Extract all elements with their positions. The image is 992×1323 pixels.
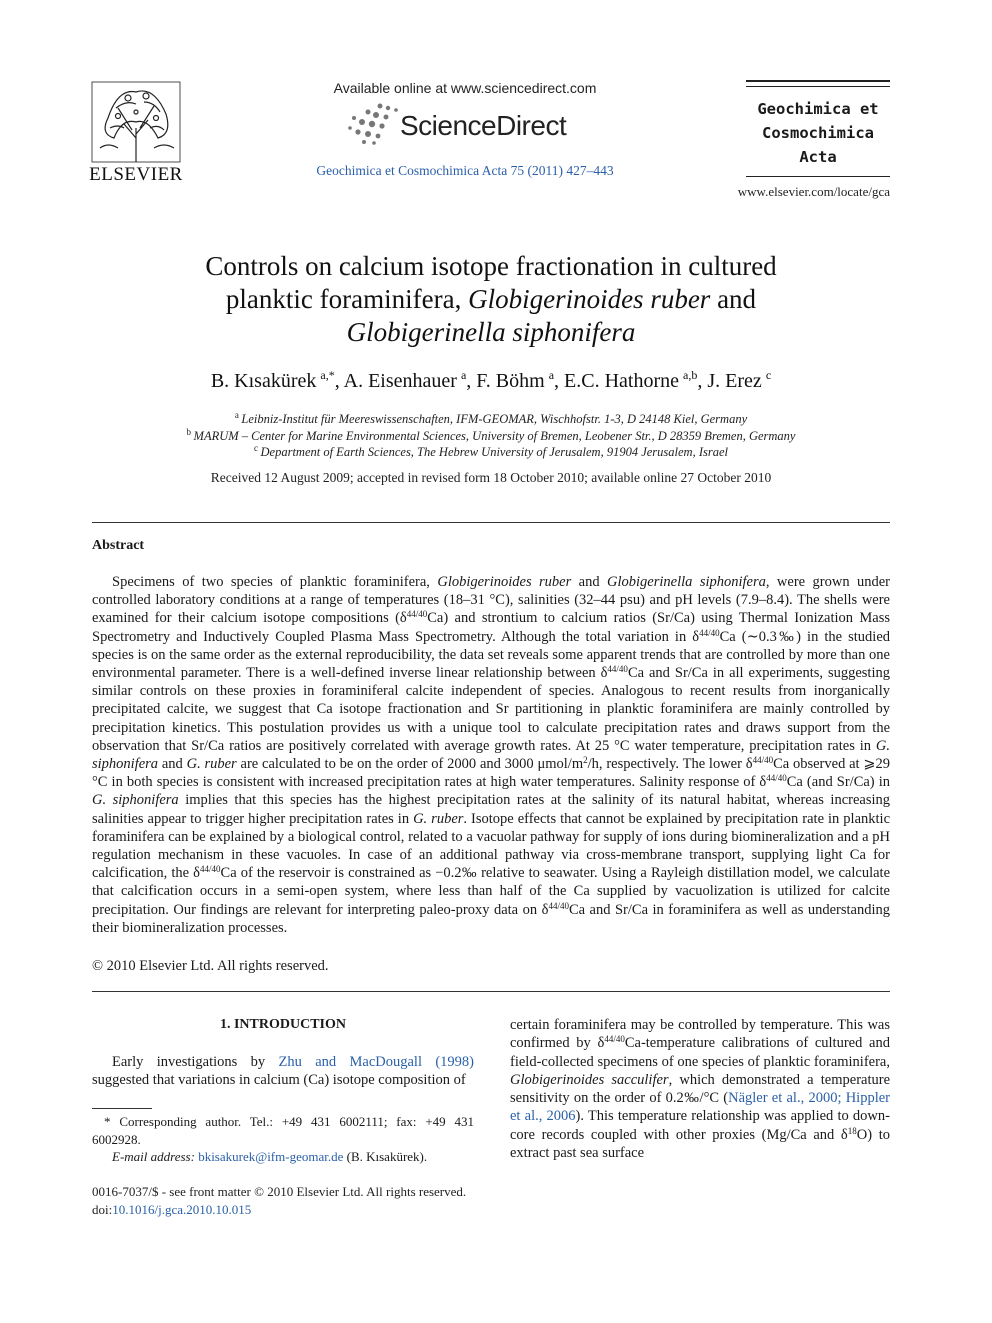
abstract-heading: Abstract (92, 538, 145, 553)
journal-title-box (746, 80, 890, 180)
journal-name (746, 97, 890, 169)
bottom-rule (746, 176, 890, 177)
citation-link[interactable]: Zhu and MacDougall (1998) (278, 1054, 474, 1070)
copyright-notice: © 2010 Elsevier Ltd. All rights reserved. (92, 958, 329, 974)
footnote (92, 1113, 474, 1166)
affiliation-text: MARUM – Center for Marine Environmental Sciences, University of Bremen, Leobener Str., D 28359 Bremen, Germany (193, 429, 796, 443)
sciencedirect-wordmark: ScienceDirect (400, 110, 567, 141)
top-rule (746, 80, 890, 82)
affiliation-marker: b (186, 427, 192, 437)
affiliation-marker: c (253, 443, 258, 453)
author-name[interactable]: E.C. Hathorne (564, 370, 680, 392)
available-online-text: Available online at www.sciencedirect.com (333, 80, 597, 96)
elsevier-tree-icon (88, 78, 184, 168)
affiliation-marker: a (234, 410, 239, 420)
author-name[interactable]: F. Böhm (476, 370, 545, 392)
affiliation-text: Leibniz-Institut für Meereswissenschaften, IFM-GEOMAR, Wischhofstr. 1-3, D 24148 Kiel, Germany (241, 412, 748, 426)
email-note (92, 1148, 474, 1166)
affiliation (92, 427, 890, 444)
journal-name-line: Acta (799, 148, 837, 166)
doi-label: doi: (92, 1201, 113, 1217)
affiliation-text: Department of Earth Sciences, The Hebrew University of Jerusalem, 91904 Jerusalem, Israel (260, 445, 728, 459)
body-paragraph: certain foraminifera may be controlled by temperature. This was confirmed by $\delta^{44/40}Ca$-temperature calibrations of cultured and field-collected specimens of one species of planktic foraminifera, Globigerinoides sacculifer, which demonstrated a temperature sensitivity on the order of 0.2‰/°C (Nägler et al., 2000; Hippler et al., 2006). This temperature relationship was applied to down-core records coupled with other proxies (Mg/Ca and $\delta^{18}O$) to extract past sea surface (510, 1017, 891, 1162)
author-name[interactable]: J. Erez (707, 370, 762, 392)
author-name[interactable]: B. Kısakürek (210, 370, 317, 392)
section-heading: 1. INTRODUCTION (219, 1017, 346, 1032)
top-rule-thin (746, 86, 890, 87)
section-divider (92, 522, 890, 523)
elsevier-logo (88, 78, 184, 186)
author-affiliation-marker[interactable]: a,b (683, 368, 698, 382)
title-species: Globigerinoides ruber (468, 284, 711, 314)
author-affiliation-marker[interactable]: a (460, 368, 467, 382)
body-paragraph: Early investigations by Zhu and MacDougall (1998) suggested that variations in calcium (Ca) isotope composition of (92, 1054, 474, 1089)
email-label: E-mail address: (112, 1149, 195, 1164)
title-text: Controls on calcium isotope fractionation in cultured (205, 251, 777, 281)
corresponding-author-note: * Corresponding author. Tel.: +49 431 6002111; fax: +49 431 6002928. (92, 1114, 474, 1147)
affiliation (92, 410, 890, 427)
sciencedirect-logo (346, 102, 586, 148)
journal-name-line: Cosmochimica (762, 124, 874, 142)
title-text: planktic foraminifera, (225, 284, 462, 314)
footnote-rule (92, 1108, 152, 1109)
received-dates: Received 12 August 2009; accepted in revised form 18 October 2010; available online 27 October 2010 (210, 470, 772, 485)
title-text: and (717, 284, 757, 314)
sciencedirect-dots-icon (346, 102, 400, 146)
doi-line (92, 1201, 512, 1219)
email-owner: (B. Kısakürek). (346, 1149, 428, 1164)
section-divider (92, 991, 890, 992)
front-matter (92, 1183, 512, 1218)
journal-url-link[interactable]: www.elsevier.com/locate/gca (737, 184, 890, 199)
email-link[interactable]: bkisakurek@ifm-geomar.de (198, 1149, 344, 1164)
doi-link[interactable]: 10.1016/j.gca.2010.10.015 (112, 1201, 252, 1217)
author-affiliation-marker[interactable]: a (548, 368, 555, 382)
author-affiliation-marker[interactable]: c (765, 368, 772, 382)
issn-line: 0016-7037/$ - see front matter © 2010 Elsevier Ltd. All rights reserved. (92, 1184, 467, 1199)
journal-citation-link[interactable]: Geochimica et Cosmochimica Acta 75 (2011) 427–443 (316, 163, 614, 178)
author-name[interactable]: A. Eisenhauer (343, 370, 457, 392)
citation-link[interactable]: Nägler et al., 2000; Hippler et al., 2006 (510, 1090, 891, 1125)
journal-name-line: Geochimica et (757, 100, 879, 118)
article-title (92, 250, 890, 349)
abstract-body: Specimens of two species of planktic foraminifera, Globigerinoides ruber and Globigerinella siphonifera, were grown under controlled laboratory conditions at a range of temperatures (18–31 °C), salinities (32–44 psu) and pH levels (7.9–8.4). The shells were examined for their calcium isotope compositions $(\delta^{44/40}Ca)$ and strontium to calcium ratios (Sr/Ca) using Thermal Ionization Mass Spectrometry and Inductively Coupled Plasma Mass Spectrometry. Although the total variation in $\delta^{44/40}Ca$ (∼0.3‰) in the studied species is on the same order as the external reproducibility, the data set reveals some apparent trends that are controlled by more than one environmental parameter. There is a well-defined inverse linear relationship between $\delta^{44/40}Ca$ and Sr/Ca in all experiments, suggesting similar controls on these proxies in foraminiferal calcite independent of species. Analogous to recent results from inorganically precipitated calcite, we suggest that Ca isotope fractionation and Sr partitioning in planktic foraminifera are mainly controlled by precipitation kinetics. This postulation provides us with a unique tool to calculate precipitation rates and draws support from the observation that Sr/Ca ratios are positively correlated with average growth rates. At 25 °C water temperature, precipitation rates in G. siphonifera and G. ruber are calculated to be on the order of 2000 and 3000 μmol/$m^2/h$, respectively. The lower $\delta^{44/40}Ca$ observed at ⩾29 °C in both species is consistent with increased precipitation rates at high water temperatures. Salinity response of $\delta^{44/40}Ca$ (and Sr/Ca) in G. siphonifera implies that this species has the highest precipitation rates at the salinity of its natural habitat, whereas increasing salinities appear to trigger higher precipitation rates in G. ruber. Isotope effects that cannot be explained by precipitation rate in planktic foraminifera can be explained by a biological control, related to a vacuolar pathway for supply of ions during biomineralization and a pH regulation mechanism in these vacuoles. In case of an additional pathway via cross-membrane transport, supplying light Ca for calcification, the $\delta^{44/40}Ca$ of the reservoir is constrained as −0.2‰ relative to seawater. Using a Rayleigh distillation model, we calculate that calcification occurs in a semi-open system, where less than half of the Ca supplied by vacuolization is utilized for calcite precipitation. Our findings are relevant for interpreting paleo-proxy data on $\delta^{44/40}Ca$ and Sr/Ca in foraminifera as well as understanding their biomineralization processes. (92, 574, 891, 936)
author-list: B. Kısakürek $^{a,*}$, A. Eisenhauer $^a$, F. Böhm $^a$, E.C. Hathorne $^{a,b}$, J. Erez $^c$ (210, 368, 772, 392)
author-affiliation-marker[interactable]: a,* (320, 368, 335, 382)
title-species: Globigerinella siphonifera (346, 317, 636, 347)
affiliation (92, 443, 890, 460)
elsevier-wordmark: ELSEVIER (89, 164, 183, 185)
